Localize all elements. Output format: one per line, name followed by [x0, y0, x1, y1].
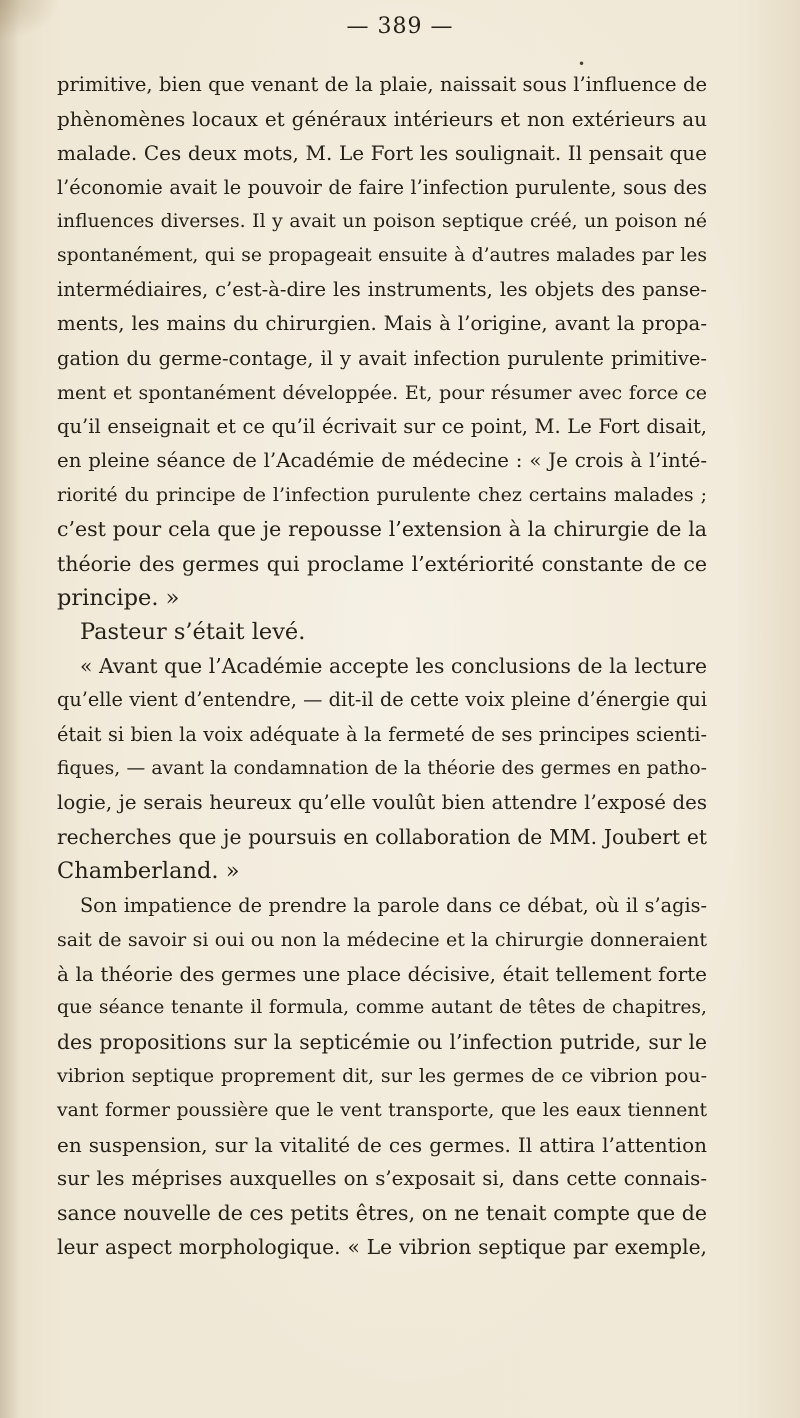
text-line: vibrion septique proprement dit, sur les germes de ce vibrion pou-	[57, 1065, 707, 1088]
text-line: qu’il enseignait et ce qu’il écrivait sur ce point, M. Le Fort disait,	[57, 414, 707, 438]
text-line: spontanément, qui se propageait ensuite à d’autres malades par les	[57, 244, 707, 266]
text-line: gation du germe-contage, il y avait infection purulente primitive-	[57, 346, 707, 370]
text-line: malade. Ces deux mots, M. Le Fort les soulignait. Il pensait que	[57, 141, 707, 166]
text-line: sur les méprises auxquelles on s’exposait si, dans cette connais-	[57, 1167, 707, 1190]
text-line: riorité du principe de l’infection purulente chez certains malades ;	[57, 484, 707, 507]
text-line: intermédiaires, c’est-à-dire les instruments, les objets des panse-	[57, 278, 707, 302]
text-line: « Avant que l’Académie accepte les conclusions de la lecture	[80, 654, 707, 679]
text-line: l’économie avait le pouvoir de faire l’infection purulente, sous des	[57, 175, 707, 199]
text-line: que séance tenante il formula, comme autant de têtes de chapitres,	[57, 997, 707, 1019]
text-line: influences diverses. Il y avait un poison septique créé, un poison né	[57, 210, 707, 232]
text-line: en suspension, sur la vitalité de ces germes. Il attira l’attention	[57, 1132, 707, 1157]
text-line: Chamberland. »	[57, 858, 240, 885]
text-line: théorie des germes qui proclame l’extériorité constante de ce	[57, 551, 707, 576]
text-line: principe. »	[57, 584, 180, 611]
text-line: sance nouvelle de ces petits êtres, on ne tenait compte que de	[57, 1201, 707, 1226]
text-line: c’est pour cela que je repousse l’extension à la chirurgie de la	[57, 517, 707, 542]
text-line: Son impatience de prendre la parole dans ce débat, où il s’agis-	[80, 893, 707, 917]
stray-print-mark: •	[578, 57, 586, 71]
text-line: Pasteur s’était levé.	[80, 619, 306, 645]
body-text	[57, 68, 707, 1265]
page-edge-shadow	[0, 0, 20, 1418]
text-line: en pleine séance de l’Académie de médecine : « Je crois à l’inté-	[57, 449, 707, 473]
text-line: vant former poussière que le vent transporte, que les eaux tiennent	[57, 1099, 707, 1121]
text-line: phènomènes locaux et généraux intérieurs et non extérieurs au	[57, 107, 707, 132]
text-line: leur aspect morphologique. « Le vibrion septique par exemple,	[57, 1235, 707, 1260]
text-line: primitive, bien que venant de la plaie, naissait sous l’influence de	[57, 73, 707, 96]
page-number: — 389 —	[346, 14, 454, 39]
text-line: des propositions sur la septicémie ou l’infection putride, sur le	[57, 1030, 707, 1055]
text-line: ments, les mains du chirurgien. Mais à l’origine, avant la propa-	[57, 312, 707, 336]
text-line: fiques, — avant la condamnation de la théorie des germes en patho-	[57, 757, 707, 779]
text-line: à la théorie des germes une place décisive, était tellement forte	[57, 961, 707, 986]
text-line: sait de savoir si oui ou non la médecine et la chirurgie donneraient	[57, 928, 707, 951]
text-line: était si bien la voix adéquate à la fermeté de ses principes scienti-	[57, 722, 707, 746]
text-line: logie, je serais heureux qu’elle voulût bien attendre l’exposé des	[57, 790, 707, 814]
text-line: ment et spontanément développée. Et, pour résumer avec force ce	[57, 381, 707, 404]
text-line: qu’elle vient d’entendre, — dit-il de cette voix pleine d’énergie qui	[57, 688, 707, 712]
text-line: recherches que je poursuis en collaboration de MM. Joubert et	[57, 825, 707, 850]
